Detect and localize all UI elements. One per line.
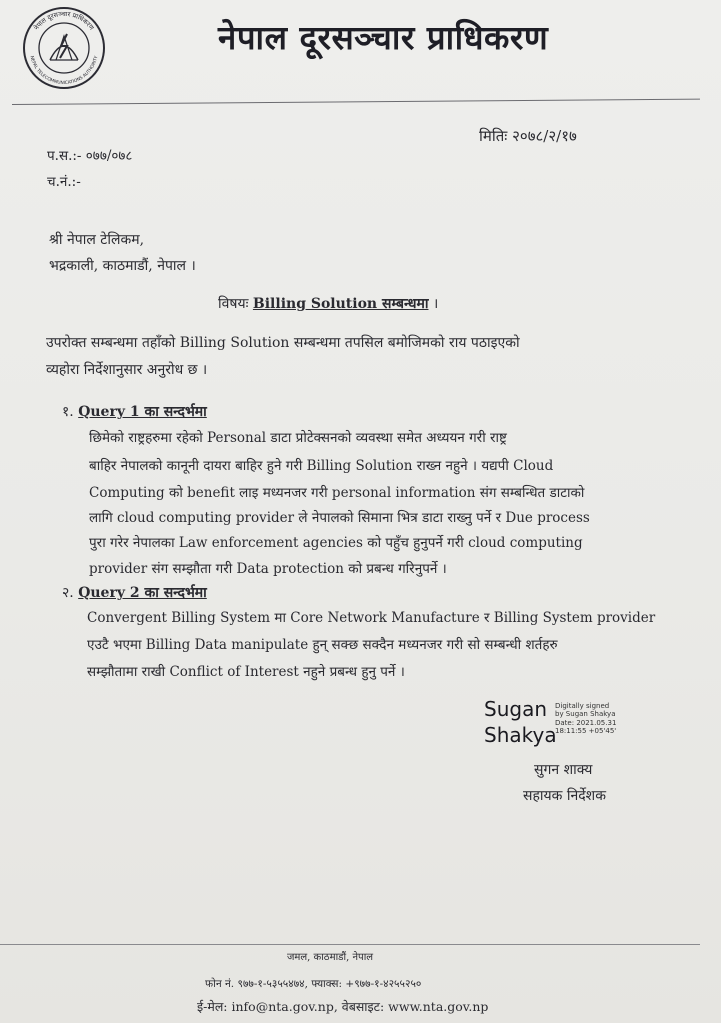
- organization-title: नेपाल दूरसञ्चार प्राधिकरण: [218, 18, 549, 57]
- signature-meta-line: 18:11:55 +05'45': [555, 727, 617, 736]
- signature-meta-line: Digitally signed: [555, 702, 610, 710]
- seal-text-bottom: NEPAL TELECOMMUNICATIONS AUTHORITY: [28, 55, 100, 87]
- signer-name: सुगन शाक्य: [534, 762, 593, 778]
- section-2-line: सम्झौतामा राखी Conflict of Interest नहुने प्रबन्ध हुनु पर्ने ।: [87, 664, 405, 680]
- header-divider: [12, 99, 700, 105]
- subject-prefix: विषयः: [218, 296, 249, 312]
- signer-title: सहायक निर्देशक: [523, 788, 606, 804]
- subject-text: Billing Solution सम्बन्धमा: [252, 296, 429, 312]
- section-1-line: बाहिर नेपालको कानूनी दायरा बाहिर हुने गरी Billing Solution राख्न नहुने । यद्यपी Cloud: [89, 458, 554, 474]
- section-2-line: Convergent Billing System मा Core Network Manufacture र Billing System provider: [87, 610, 656, 626]
- digital-signature: [484, 699, 624, 755]
- section-2-number: २.: [62, 585, 74, 601]
- signature-metadata: [555, 702, 616, 736]
- signature-meta-line: by Sugan Shakya: [555, 710, 616, 719]
- nta-seal-logo: [20, 6, 108, 90]
- section-2-heading: [62, 586, 207, 600]
- recipient-name: श्री नेपाल टेलिकम,: [49, 232, 145, 248]
- section-1-heading: [62, 405, 207, 419]
- reference-number: प.स.:- ०७७/०७८: [47, 148, 133, 164]
- seal-text-top: नेपाल दूरसञ्चार प्राधिकरण: [32, 9, 96, 32]
- section-2-line: एउटै भएमा Billing Data manipulate हुन् सक्छ सक्दैन मध्यनजर गरी सो सम्बन्धी शर्तहरु: [87, 637, 558, 653]
- footer-address: जमल, काठमाडौं, नेपाल: [287, 952, 374, 963]
- section-1-line: Computing को benefit लाइ मध्यनजर गरी personal information संग सम्बन्धित डाटाको: [89, 485, 585, 501]
- dispatch-number: च.नं.:-: [47, 174, 81, 190]
- section-1-line: लागि cloud computing provider ले नेपालको सिमाना भित्र डाटा राख्नु पर्ने र Due process: [89, 510, 590, 526]
- section-2-title: Query 2 का सन्दर्भमा: [78, 585, 207, 601]
- section-1-line: छिमेको राष्ट्रहरुमा रहेको Personal डाटा प्रोटेक्सनको व्यवस्था समेत अध्ययन गरी राष्ट्र: [89, 430, 507, 446]
- intro-line-2: व्यहोरा निर्देशानुसार अनुरोध छ ।: [46, 362, 208, 378]
- letter-date: मितिः २०७८/२/१७: [479, 127, 577, 145]
- footer-divider: [0, 944, 700, 945]
- footer-phone: फोन नं. ९७७-१-५३५५४७४, फ्याक्स: +९७७-१-४२५५२५०: [205, 978, 422, 990]
- section-1-line: provider संग सम्झौता गरी Data protection को प्रबन्ध गरिनुपर्ने ।: [89, 561, 447, 577]
- subject-line: [218, 297, 438, 311]
- signature-first-name: Sugan: [484, 697, 547, 721]
- signature-meta-line: Date: 2021.05.31: [555, 718, 617, 727]
- subject-suffix: ।: [432, 296, 439, 312]
- footer-contact: ई-मेल: info@nta.gov.np, वेबसाइट: www.nta.gov.np: [197, 999, 489, 1014]
- section-1-title: Query 1 का सन्दर्भमा: [78, 404, 207, 420]
- recipient-address: भद्रकाली, काठमाडौं, नेपाल ।: [49, 258, 196, 274]
- svg-text:नेपाल दूरसञ्चार प्राधिकरण: [32, 10, 95, 32]
- section-1-number: १.: [62, 404, 74, 420]
- intro-line-1: उपरोक्त सम्बन्धमा तहाँको Billing Solution सम्बन्धमा तपसिल बमोजिमको राय पठाइएको: [46, 335, 520, 351]
- section-1-line: पुरा गरेर नेपालका Law enforcement agencies को पहुँच हुनुपर्ने गरी cloud computing: [89, 535, 583, 551]
- signature-last-name: Shakya: [484, 723, 557, 747]
